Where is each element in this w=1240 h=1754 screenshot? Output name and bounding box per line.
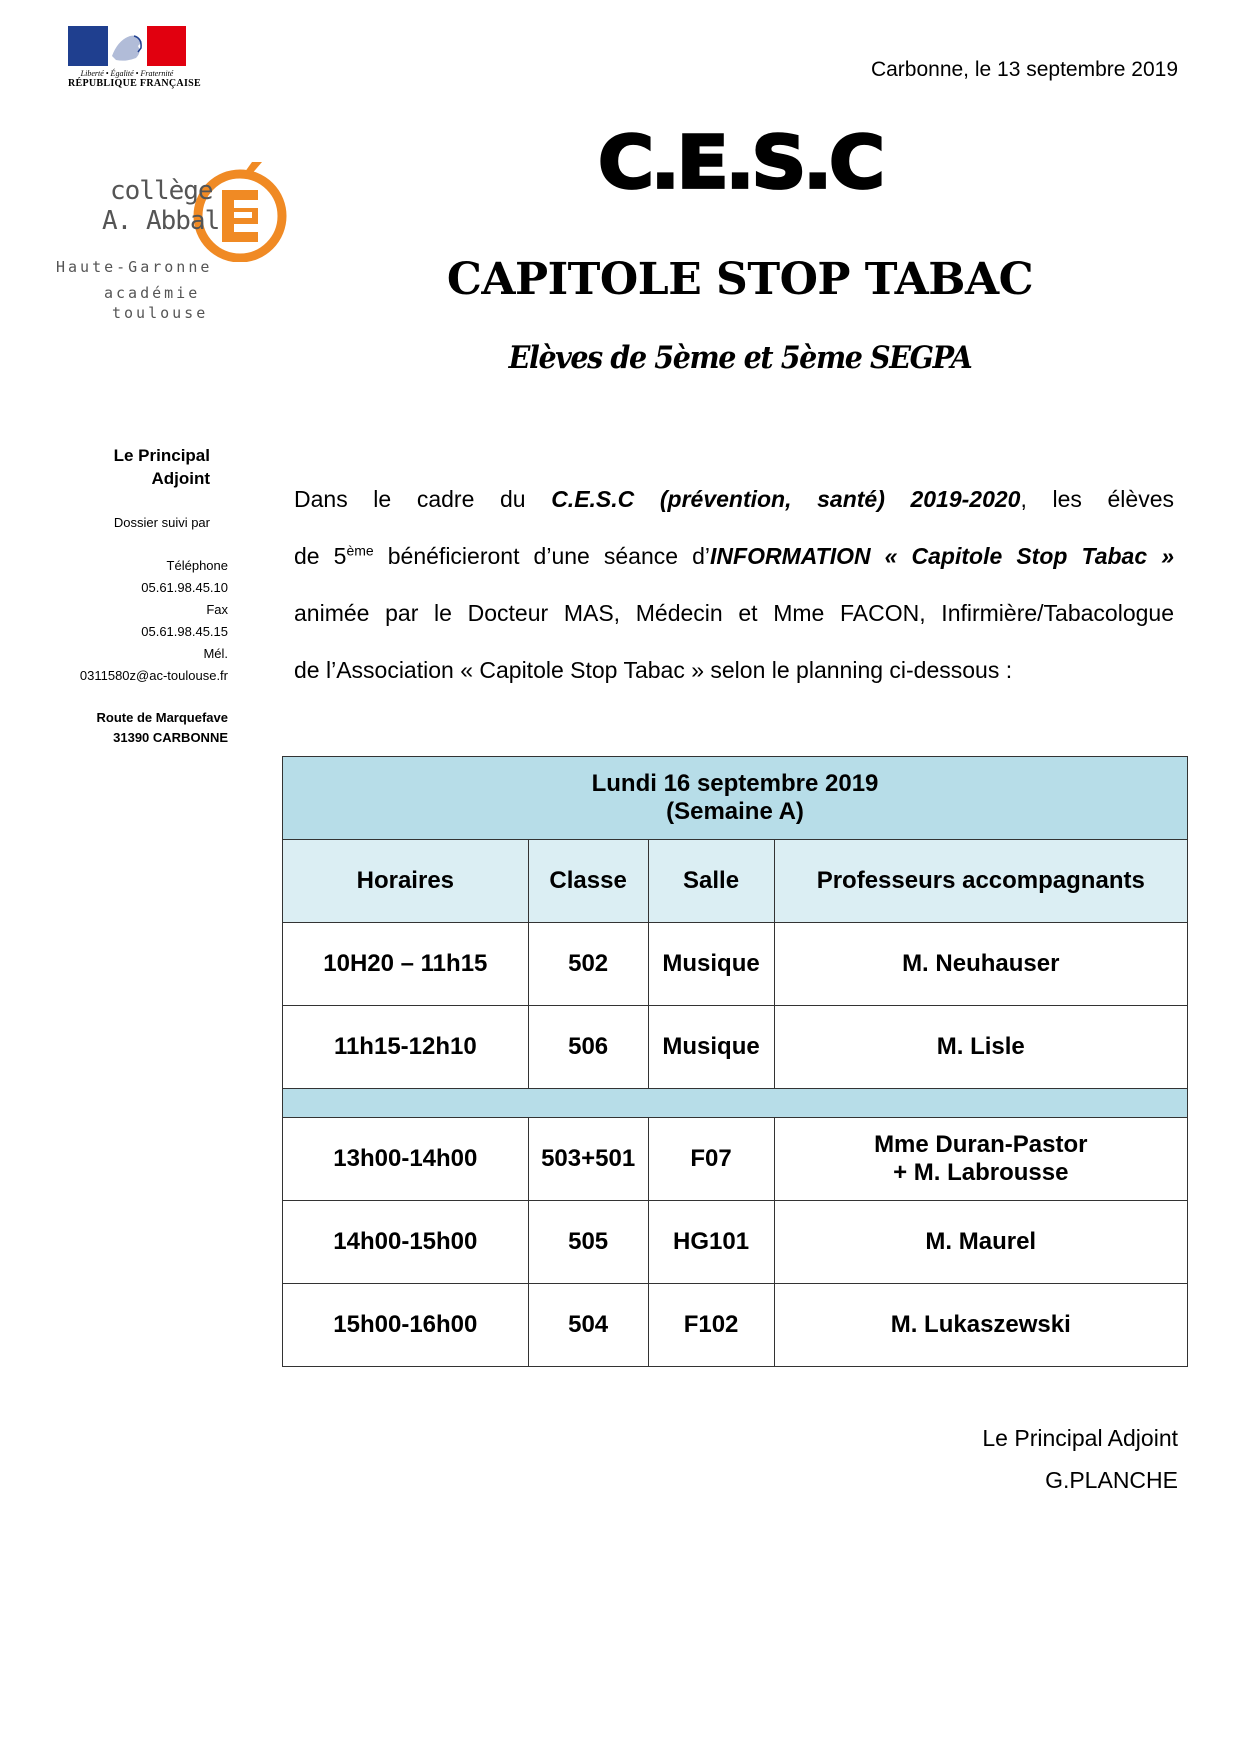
marianne-profile-icon [108, 26, 147, 66]
body-emphasis: INFORMATION « Capitole Stop Tabac » [710, 543, 1174, 569]
title-acronym: C.E.S.C [598, 120, 882, 205]
table-row [283, 1118, 1188, 1201]
marianne-flag-icon [68, 26, 186, 66]
cell-time: 13h00-14h00 [283, 1118, 529, 1201]
cell-salle: Musique [648, 923, 774, 1006]
column-header: Salle [648, 840, 774, 923]
sidebar-address-line2: 31390 CARBONNE [113, 730, 228, 745]
body-text: , les élèves [1020, 486, 1174, 512]
column-header: Professeurs accompagnants [774, 840, 1187, 923]
body-line-1 [294, 484, 1174, 514]
republique-francaise-logo [68, 26, 201, 102]
college-city: toulouse [112, 304, 209, 322]
schedule-table [282, 756, 1188, 1367]
lunch-break-row [283, 1089, 1188, 1118]
college-academie: académie [104, 284, 201, 302]
body-text: bénéficieront d’une séance d’ [373, 543, 711, 569]
cell-time: 10H20 – 11h15 [283, 923, 529, 1006]
sidebar-address-line1: Route de Marquefave [96, 710, 228, 725]
sidebar-tel: 05.61.98.45.10 [141, 580, 228, 595]
college-name-line2: A. Abbal [102, 206, 220, 236]
column-header: Classe [528, 840, 648, 923]
college-department: Haute-Garonne [56, 258, 213, 276]
day-line2: (Semaine A) [666, 798, 804, 825]
republic-name: RÉPUBLIQUE FRANÇAISE [68, 78, 201, 89]
lunch-break-cell [283, 1089, 1188, 1118]
table-row [283, 923, 1188, 1006]
cell-prof: M. Neuhauser [774, 923, 1187, 1006]
date-line: Carbonne, le 13 septembre 2019 [870, 58, 1178, 81]
table-row [283, 1201, 1188, 1284]
sidebar-fax: 05.61.98.45.15 [141, 624, 228, 639]
table-row [283, 1006, 1188, 1089]
cell-prof: M. Lukaszewski [774, 1284, 1187, 1367]
sidebar-role-line2: Adjoint [151, 469, 210, 488]
cell-classe: 503+501 [528, 1118, 648, 1201]
sidebar-tel-label: Téléphone [166, 558, 228, 573]
body-text: de 5 [294, 543, 347, 569]
cell-classe: 505 [528, 1201, 648, 1284]
cell-prof: M. Maurel [774, 1201, 1187, 1284]
body-emphasis: C.E.S.C (prévention, santé) 2019-2020 [551, 486, 1021, 512]
prof-line2: + M. Labrousse [893, 1159, 1069, 1186]
republic-motto: Liberté • Égalité • Fraternité [80, 69, 174, 78]
table-column-headers [283, 840, 1188, 923]
signature-name: G.PLANCHE [1045, 1467, 1178, 1493]
day-line1: Lundi 16 septembre 2019 [591, 770, 879, 797]
cell-time: 15h00-16h00 [283, 1284, 529, 1367]
cell-salle: HG101 [648, 1201, 774, 1284]
cell-time: 14h00-15h00 [283, 1201, 529, 1284]
flag-blue-band [68, 26, 108, 66]
cell-prof: M. Lisle [774, 1006, 1187, 1089]
flag-red-band [147, 26, 186, 66]
signature-role: Le Principal Adjoint [982, 1425, 1178, 1451]
sidebar-email: 0311580z@ac-toulouse.fr [79, 668, 228, 683]
cell-classe: 502 [528, 923, 648, 1006]
prof-line1: Mme Duran-Pastor [874, 1131, 1088, 1158]
title-subtitle: Elèves de 5ème et 5ème SEGPA [508, 340, 972, 376]
body-text: Dans le cadre du [294, 486, 552, 512]
cell-salle: Musique [648, 1006, 774, 1089]
body-superscript: ème [346, 542, 374, 559]
sidebar-dossier: Dossier suivi par [113, 515, 210, 530]
table-day-header [283, 757, 1188, 840]
sidebar-fax-label: Fax [206, 602, 228, 617]
cell-salle: F07 [648, 1118, 774, 1201]
body-line-4: de l’Association « Capitole Stop Tabac » selon le planning ci-dessous : [294, 657, 1013, 683]
sidebar-role-line1: Le Principal [113, 446, 210, 465]
body-line-3: animée par le Docteur MAS, Médecin et Mme FACON, Infirmière/Tabacologue [294, 600, 1174, 626]
cell-time: 11h15-12h10 [283, 1006, 529, 1089]
column-header: Horaires [283, 840, 529, 923]
college-name-line1: collège [110, 176, 213, 206]
cell-prof [774, 1118, 1187, 1201]
day-header-cell [283, 757, 1188, 840]
cell-classe: 504 [528, 1284, 648, 1367]
table-row [283, 1284, 1188, 1367]
sidebar-mel-label: Mél. [203, 646, 228, 661]
cell-classe: 506 [528, 1006, 648, 1089]
flag-white-band [108, 26, 147, 66]
cell-salle: F102 [648, 1284, 774, 1367]
title-main: CAPITOLE STOP TABAC [446, 254, 1034, 305]
body-line-2 [294, 541, 1174, 571]
